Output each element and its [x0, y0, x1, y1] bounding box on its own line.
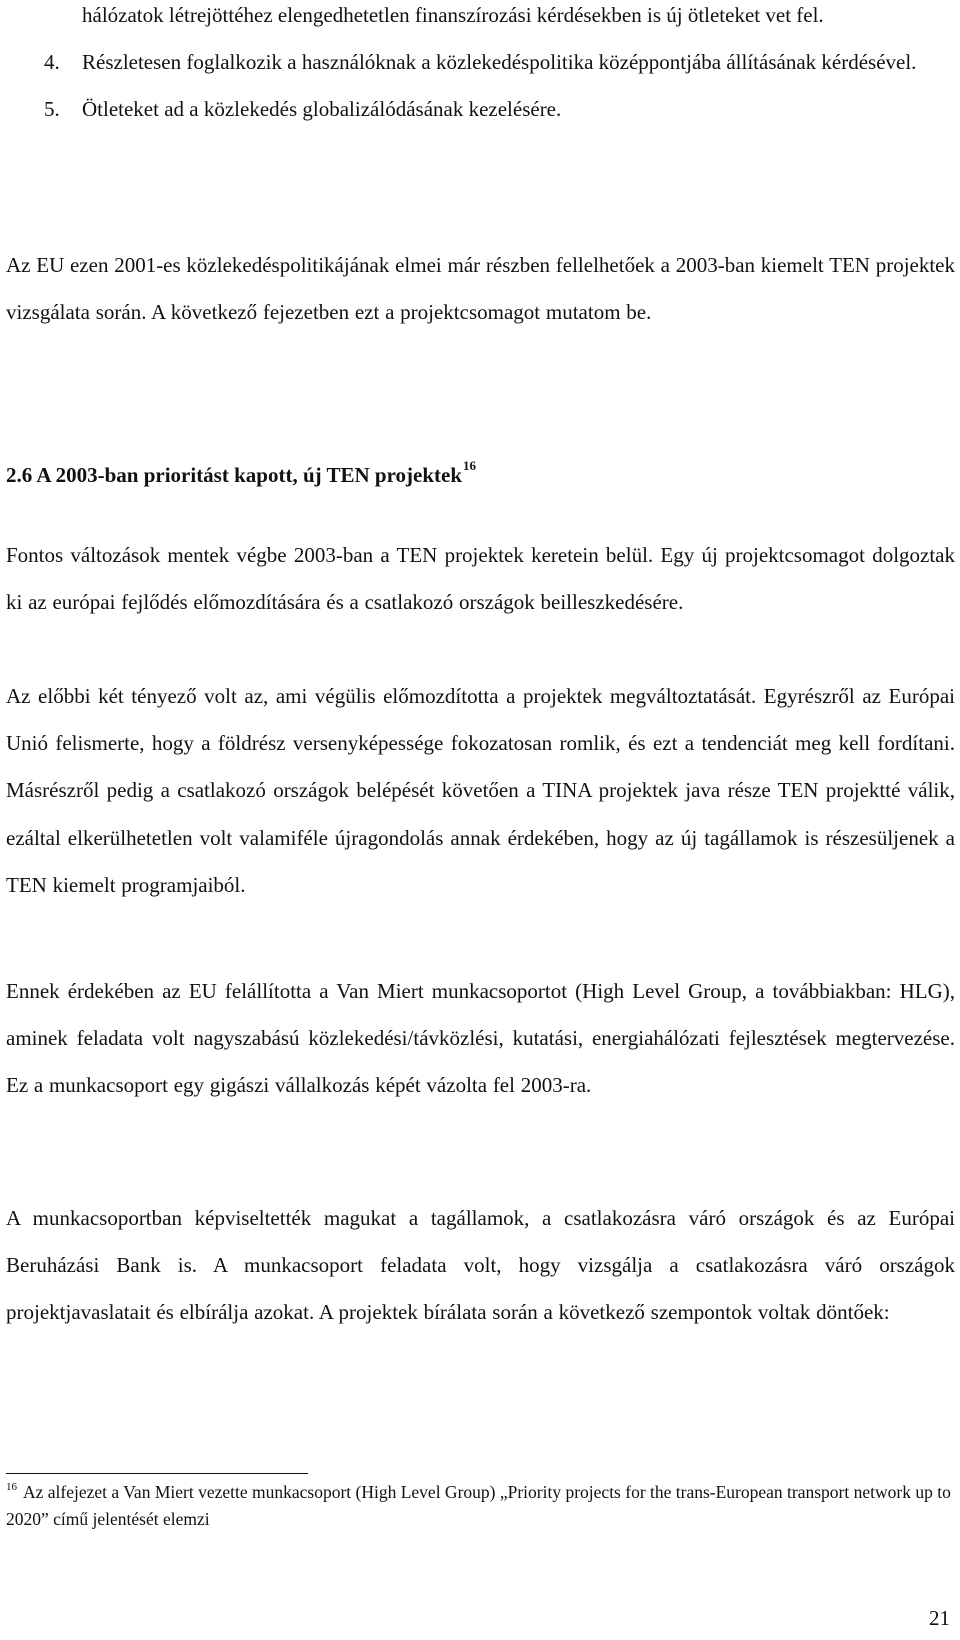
- document-page: [6, 0, 956, 1640]
- paragraph: Ennek érdekében az EU felállította a Van Miert munkacsoportot (High Level Group, a továbbiakban: HLG), aminek feladata volt nagyszabású közlekedési/távközlési, kutatási, energiahálózati fejlesztések megtervezése. Ez a munkacsoport egy gigászi vállalkozás képét vázolta fel 2003-ra.: [6, 979, 955, 1098]
- paragraph: Az előbbi két tényező volt az, ami végülis előmozdította a projektek megváltoztatását. Egyrészről az Európai Unió felismerte, hogy a földrész versenyképessége fokozatosan romlik, és ezt a tendenciát meg kell fordítani. Másrészről pedig a csatlakozó országok belépését követően a TINA projektek java része TEN projektté válik, ezáltal elkerülhetetlen volt valamiféle újragondolás annak érdekében, hogy az új tagállamok is részesüljenek a TEN kiemelt programjaiból.: [6, 684, 955, 897]
- footnote-separator: [6, 1473, 308, 1474]
- section-heading: [6, 460, 476, 490]
- paragraph: Az EU ezen 2001-es közlekedéspolitikájának elmei már részben fellelhetőek a 2003-ban kiemelt TEN projektek vizsgálata során. A következő fejezetben ezt a projektcsomagot mutatom be.: [6, 253, 955, 325]
- numbered-list: [6, 0, 955, 134]
- footnote-number: 16: [6, 1481, 17, 1493]
- list-item-text: Ötleteket ad a közlekedés globalizálódásának kezelésére.: [82, 97, 562, 122]
- paragraph: A munkacsoportban képviseltették magukat a tagállamok, a csatlakozásra váró országok és az Európai Beruházási Bank is. A munkacsoport feladata volt, hogy vizsgálja a csatlakozásra váró országok projektjavaslatait és elbírálja azokat. A projektek bírálata során a következő szempontok voltak döntőek:: [6, 1206, 955, 1325]
- footnote-reference[interactable]: 16: [463, 458, 477, 473]
- list-item-text: Részletesen foglalkozik a használóknak a közlekedéspolitika középpontjába állításának kérdésével.: [82, 50, 917, 75]
- paragraph: Fontos változások mentek végbe 2003-ban a TEN projektek keretein belül. Egy új projektcsomagot dolgoztak ki az európai fejlődés előmozdítására és a csatlakozó országok beilleszkedésére.: [6, 543, 955, 615]
- list-item: [6, 86, 955, 133]
- section-heading-text: 2.6 A 2003-ban prioritást kapott, új TEN projektek: [6, 463, 463, 487]
- list-item-number: 5.: [44, 97, 60, 122]
- list-item: [6, 39, 955, 86]
- list-item-text: hálózatok létrejöttéhez elengedhetetlen finanszírozási kérdésekben is új ötleteket vet fel.: [82, 3, 824, 27]
- footnote-text: Az alfejezet a Van Miert vezette munkacsoport (High Level Group) „Priority projects for the trans-European transport network up to 2020” című jelentését elemzi: [6, 1482, 951, 1529]
- list-item-continuation: [6, 0, 955, 39]
- footnote: [6, 1479, 955, 1533]
- page-number: 21: [929, 1606, 950, 1630]
- list-item-number: 4.: [44, 50, 60, 75]
